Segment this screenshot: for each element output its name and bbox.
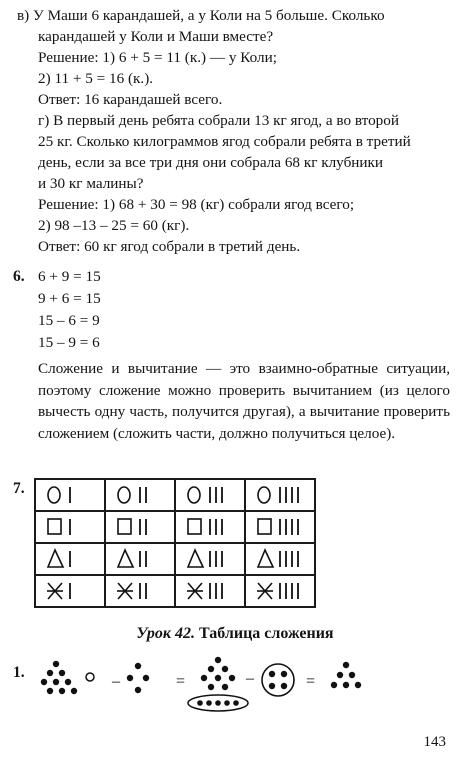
task-v-answer: Ответ: 16 карандашей всего.: [38, 91, 223, 108]
asterisk-icon: [47, 583, 63, 599]
task-6-equation-4: 15 – 9 = 6: [38, 334, 100, 351]
asterisk-icon: [187, 583, 203, 599]
square-icon: [48, 519, 61, 534]
shape-tally-cell: [175, 479, 245, 511]
dot-subtraction-figure: [0, 650, 470, 720]
dot-group-5: [331, 662, 361, 688]
shape-tally-cell: [105, 575, 175, 607]
shape-tally-cell: [35, 511, 105, 543]
square-icon: [188, 519, 201, 534]
equals-sign-2: =: [306, 673, 316, 690]
minus-sign-1: –: [112, 673, 120, 690]
task-g-line-4: и 30 кг малины?: [38, 175, 144, 192]
task-v-line-1: в) У Маши 6 карандашей, а у Коли на 5 больше. Сколько: [17, 7, 385, 24]
task-6-number: 6.: [13, 268, 25, 285]
triangle-icon: [118, 550, 133, 567]
shape-tally-cell: [35, 479, 105, 511]
lesson-heading: [0, 624, 470, 644]
shape-tally-cell: [35, 575, 105, 607]
shape-tally-cell: [105, 543, 175, 575]
task-1-number: 1.: [13, 664, 25, 681]
task-v-solution-1: Решение: 1) 6 + 5 = 11 (к.) — у Коли;: [38, 49, 277, 66]
task-g-line-1: г) В первый день ребята собрали 13 кг ягод, а во второй: [38, 112, 399, 129]
shape-row-triangle: [35, 543, 315, 575]
shape-tally-cell: [245, 479, 315, 511]
equals-sign-1: =: [176, 673, 186, 690]
task-g-line-3: день, если за все три дня они собрала 68 кг клубники: [38, 154, 384, 171]
task-g-answer: Ответ: 60 кг ягод собрали в третий день.: [38, 238, 301, 255]
task-7-number: 7.: [13, 480, 25, 497]
shape-tally-cell: [245, 543, 315, 575]
shape-tally-cell: [35, 543, 105, 575]
shape-tally-cell: [105, 511, 175, 543]
triangle-icon: [48, 550, 63, 567]
task-6-equation-2: 9 + 6 = 15: [38, 290, 101, 307]
shape-tally-cell: [175, 543, 245, 575]
shape-tally-cell: [245, 575, 315, 607]
task-6-equation-3: 15 – 6 = 9: [38, 312, 100, 329]
task-6-equation-1: 6 + 9 = 15: [38, 268, 101, 285]
shape-row-asterisk: [35, 575, 315, 607]
shape-tally-cell: [175, 511, 245, 543]
shape-tally-cell: [245, 511, 315, 543]
asterisk-icon: [117, 583, 133, 599]
small-ring-icon: [86, 673, 94, 681]
shape-row-square: [35, 511, 315, 543]
lesson-label: Урок 42.: [136, 625, 196, 642]
minus-sign-2: –: [246, 670, 254, 687]
page-number: 143: [423, 734, 446, 750]
asterisk-icon: [257, 583, 273, 599]
dot-group-3: [201, 657, 235, 690]
circle-icon: [48, 487, 60, 503]
circle-icon: [258, 487, 270, 503]
task-v-solution-2: 2) 11 + 5 = 16 (к.).: [38, 70, 154, 87]
square-icon: [258, 519, 271, 534]
circle-icon: [118, 487, 130, 503]
shape-tally-cell: [175, 575, 245, 607]
shape-tally-table: [34, 478, 316, 608]
dot-group-1: [41, 661, 77, 694]
circled-group-ring: [262, 664, 294, 696]
dot-group-4: [269, 671, 287, 689]
task-g-line-2: 25 кг. Сколько килограммов ягод собрали ребята в третий: [38, 133, 411, 150]
triangle-icon: [258, 550, 273, 567]
task-6-explanation: Сложение и вычитание — это взаимно-обратные ситуации, поэтому сложение можно проверить вычитанием (из целого вычесть одну часть, получится другая), а вычитание проверить сложением (сложить части, должно получиться целое).: [38, 360, 450, 442]
shape-row-circle: [35, 479, 315, 511]
task-g-solution-1: Решение: 1) 68 + 30 = 98 (кг) собрали ягод всего;: [38, 196, 355, 213]
task-v-line-2: карандашей у Коли и Маши вместе?: [38, 28, 274, 45]
square-icon: [118, 519, 131, 534]
circle-icon: [188, 487, 200, 503]
shape-tally-cell: [105, 479, 175, 511]
dot-group-2: [127, 663, 149, 693]
task-g-solution-2: 2) 98 –13 – 25 = 60 (кг).: [38, 217, 190, 234]
lesson-title: Таблица сложения: [199, 625, 334, 642]
triangle-icon: [188, 550, 203, 567]
